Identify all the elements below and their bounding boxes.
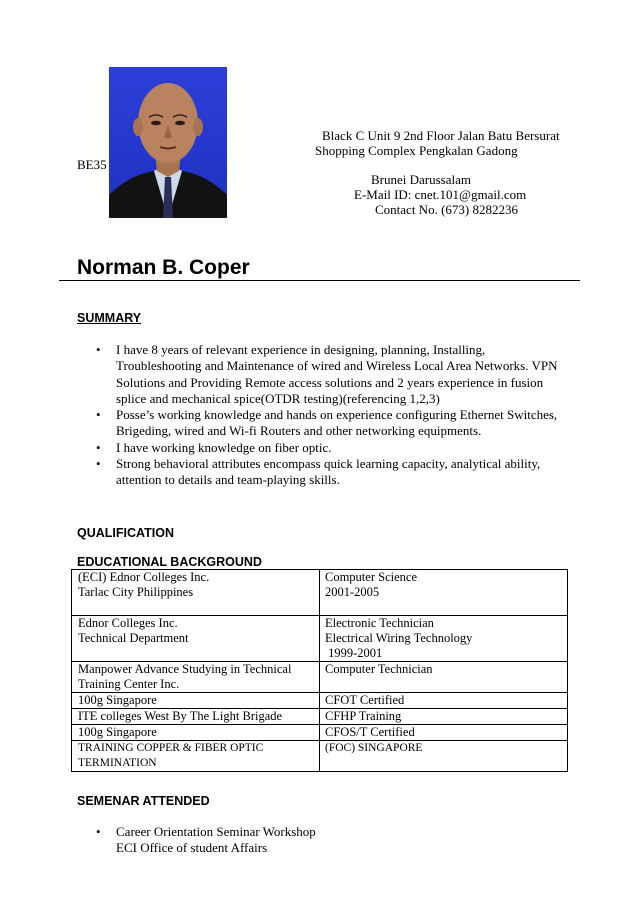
table-cell: Computer Science 2001-2005 <box>320 570 568 616</box>
bullet-icon: • <box>96 342 101 357</box>
list-item: • Strong behavioral attributes encompass quick learning capacity, analytical ability, attention to details and team-playing skills. <box>96 456 541 488</box>
summary-heading: SUMMARY <box>77 311 142 325</box>
table-cell: Computer Technician <box>320 662 568 693</box>
bullet-icon: • <box>96 407 101 423</box>
bullet-icon: • <box>96 439 101 455</box>
table-cell: ITE colleges West By The Light Brigade <box>72 709 320 725</box>
email-line: E-Mail ID: cnet.101@gmail.com <box>354 187 527 202</box>
list-item: • I have 8 years of relevant experience in designing, planning, Installing, Troubleshooting and Maintenance of wired and Wireless Local Area Networks. VPN Solutions and Providing Remote access solutions and 2 years experience in fusion splice and mechanical spice(OTDR testing)(referencing 1,2,3) <box>96 342 558 406</box>
profile-photo <box>109 67 227 218</box>
address-line-1: Black C Unit 9 2nd Floor Jalan Batu Bersurat <box>322 128 560 143</box>
table-cell: 100g Singapore <box>72 693 320 709</box>
name-divider <box>59 280 580 281</box>
bullet-icon: • <box>96 824 101 839</box>
table-cell: 100g Singapore <box>72 725 320 741</box>
table-cell: (FOC) SINGAPORE <box>320 741 568 772</box>
table-cell: Ednor Colleges Inc. Technical Department <box>72 616 320 662</box>
bullet-icon: • <box>96 456 101 472</box>
address-line-3: Brunei Darussalam <box>371 172 472 187</box>
list-item: • Posse’s working knowledge and hands on experience configuring Ethernet Switches, Brigeding, wired and Wi-fi Routers and other networking equipments. <box>96 407 558 439</box>
table-row <box>72 741 568 772</box>
table-row <box>72 662 568 693</box>
table-row <box>72 570 568 616</box>
contact-line: Contact No. (673) 8282236 <box>375 202 518 217</box>
list-item: • Career Orientation Seminar Workshop ECI Office of student Affairs <box>96 824 316 856</box>
table-cell: TRAINING COPPER & FIBER OPTIC TERMINATION <box>72 741 320 772</box>
seminar-heading: SEMENAR ATTENDED <box>77 794 210 808</box>
table-row <box>72 709 568 725</box>
table-cell: Manpower Advance Studying in Technical Training Center Inc. <box>72 662 320 693</box>
qualification-heading: QUALIFICATION <box>77 526 174 540</box>
list-item: • I have working knowledge on fiber optic. <box>96 439 332 455</box>
table-cell: Electronic Technician Electrical Wiring Technology 1999-2001 <box>320 616 568 662</box>
address-line-2: Shopping Complex Pengkalan Gadong <box>315 143 518 158</box>
table-cell: (ECI) Ednor Colleges Inc. Tarlac City Philippines <box>72 570 320 616</box>
reference-code: BE35 <box>77 157 107 172</box>
education-heading: EDUCATIONAL BACKGROUND <box>77 555 262 569</box>
candidate-name: Norman B. Coper <box>77 256 250 279</box>
table-cell: CFHP Training <box>320 709 568 725</box>
summary-list <box>96 342 566 489</box>
table-row <box>72 616 568 662</box>
table-row <box>72 693 568 709</box>
table-row <box>72 725 568 741</box>
seminar-list <box>96 824 566 857</box>
education-table <box>71 569 568 772</box>
table-cell: CFOS/T Certified <box>320 725 568 741</box>
table-cell: CFOT Certified <box>320 693 568 709</box>
